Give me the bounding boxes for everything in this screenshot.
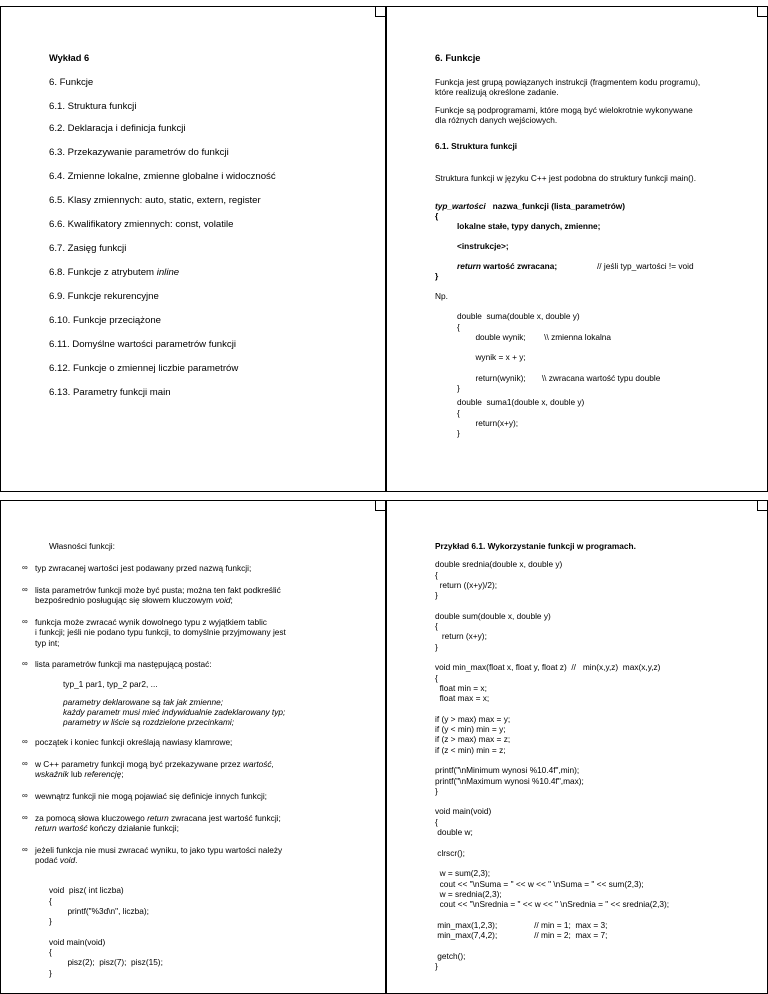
example-heading: Przykład 6.1. Wykorzystanie funkcji w programach.	[435, 541, 636, 551]
paragraph-line: Funkcja jest grupą powiązanych instrukcji (fragmentem kodu programu),	[435, 77, 701, 87]
params-note: parametry deklarowane są tak jak zmienne;	[63, 697, 224, 707]
code-example-program: double srednia(double x, double y) { return ((x+y)/2); } double sum(double x, double y) { return (x+y); } void min_max(float x, float y, float z) // min(x,y,z) max(x,y,z) { float min = x; float max = x; if (y > max) max = y; if (y < min) min = y; if (z > max) max = z; if (z < min) min = z; printf("\nMinimum wynosi %10.4f",min); printf("\nMaximum wynosi %10.4f",max); } void main(void) { double w; clrscr(); w = sum(2,3); cout << "\nSuma = " << w << " \nSuma = " << sum(2,3); w = srednia(2,3); cout << "\nSrednia = " << w << " \nSrednia = " << srednia(2,3); min_max(1,2,3); // min = 1; max = 3; min_max(7,4,2); // min = 2; max = 7; getch(); }	[435, 559, 670, 971]
toc-item: 6.9. Funkcje rekurencyjne	[49, 291, 159, 302]
toc-item: 6.13. Parametry funkcji main	[49, 387, 171, 398]
property-bullet: ∞ typ zwracanej wartości jest podawany przed nazwą funkcji;	[35, 563, 335, 573]
brace-open: {	[435, 211, 439, 221]
toc-item: 6.3. Przekazywanie parametrów do funkcji	[49, 147, 229, 158]
toc-item: 6.11. Domyślne wartości parametrów funkcji	[49, 339, 236, 350]
params-syntax: typ_1 par1, typ_2 par2, ...	[63, 679, 158, 689]
slide-corner	[375, 501, 385, 511]
slide-toc	[0, 6, 386, 492]
property-bullet: ∞ początek i koniec funkcji określają nawiasy klamrowe;	[35, 737, 335, 747]
property-bullet: ∞ lista parametrów funkcji może być pusta; można ten fakt podkreślić bezpośrednio posługując się słowem kluczowym void;	[35, 585, 335, 606]
toc-item: 6.2. Deklaracja i definicja funkcji	[49, 123, 186, 134]
code-example-suma: double suma(double x, double y) { double wynik; \\ zmienna lokalna wynik = x + y; return(wynik); \\ zwracana wartość typu double }	[457, 311, 661, 394]
paragraph-line: które realizują określone zadanie.	[435, 87, 559, 97]
section-heading: 6. Funkcje	[435, 53, 481, 63]
toc-item: 6.1. Struktura funkcji	[49, 101, 137, 112]
code-example-pisz: void pisz( int liczba) { printf("%3d\n", liczba); } void main(void) { pisz(2); pisz(7); pisz(15); }	[49, 885, 163, 978]
function-signature: typ_wartości nazwa_funkcji (lista_parametrów)	[435, 201, 625, 211]
paragraph-line: dla różnych danych wejściowych.	[435, 115, 558, 125]
slide-corner	[757, 501, 767, 511]
instructions-line: <instrukcje>;	[457, 241, 509, 251]
toc-item: 6.10. Funkcje przeciążone	[49, 315, 161, 326]
toc-item: 6.6. Kwalifikatory zmiennych: const, volatile	[49, 219, 234, 230]
lecture-title: Wykład 6	[49, 53, 90, 63]
property-bullet: ∞ lista parametrów funkcji ma następującą postać:	[35, 659, 335, 669]
return-line: return wartość zwracana;	[457, 261, 558, 271]
return-comment: // jeśli typ_wartości != void	[597, 261, 694, 271]
toc-item: 6.5. Klasy zmiennych: auto, static, extern, register	[49, 195, 261, 206]
property-bullet: ∞ wewnątrz funkcji nie mogą pojawiać się definicje innych funkcji;	[35, 791, 335, 801]
paragraph-line: Struktura funkcji w języku C++ jest podobna do struktury funkcji main().	[435, 173, 697, 183]
params-note: parametry w liście są rozdzielone przecinkami;	[63, 717, 235, 727]
paragraph-line: Funkcje są podprogramami, które mogą być wielokrotnie wykonywane	[435, 105, 693, 115]
slide-example-6-1	[386, 500, 768, 994]
slide-corner	[375, 7, 385, 17]
slide-corner	[757, 7, 767, 17]
property-bullet: ∞ w C++ parametry funkcji mogą być przekazywane przez wartość, wskaźnik lub referencję;	[35, 759, 335, 780]
section-heading: Własności funkcji:	[49, 541, 115, 551]
property-bullet: ∞ jeżeli funkcja nie musi zwracać wyniku, to jako typu wartości należy podać void.	[35, 845, 335, 866]
toc-item: 6.8. Funkcje z atrybutem inline	[49, 267, 180, 278]
locals-line: lokalne stałe, typy danych, zmienne;	[457, 221, 601, 231]
params-note: każdy parametr musi mieć indywidualnie zadeklarowany typ;	[63, 707, 286, 717]
toc-item: 6.12. Funkcje o zmiennej liczbie parametrów	[49, 363, 239, 374]
subsection-heading: 6.1. Struktura funkcji	[435, 141, 518, 151]
toc-item: 6.7. Zasięg funkcji	[49, 243, 127, 254]
slide-function-properties	[0, 500, 386, 994]
code-example-suma1: double suma1(double x, double y) { return(x+y); }	[457, 397, 585, 439]
property-bullet: ∞ za pomocą słowa kluczowego return zwracana jest wartość funkcji; return wartość kończy działanie funkcji;	[35, 813, 335, 834]
example-label: Np.	[435, 291, 448, 301]
inline-keyword: inline	[156, 267, 180, 278]
property-bullet: ∞ funkcja może zwracać wynik dowolnego typu z wyjątkiem tablic i funkcji; jeśli nie podano typu funkcji, to domyślnie przyjmowany jest typ int;	[35, 617, 335, 648]
brace-close: }	[435, 271, 439, 281]
toc-item: 6. Funkcje	[49, 77, 94, 88]
slide-functions-structure	[386, 6, 768, 492]
toc-item: 6.4. Zmienne lokalne, zmienne globalne i widoczność	[49, 171, 276, 182]
